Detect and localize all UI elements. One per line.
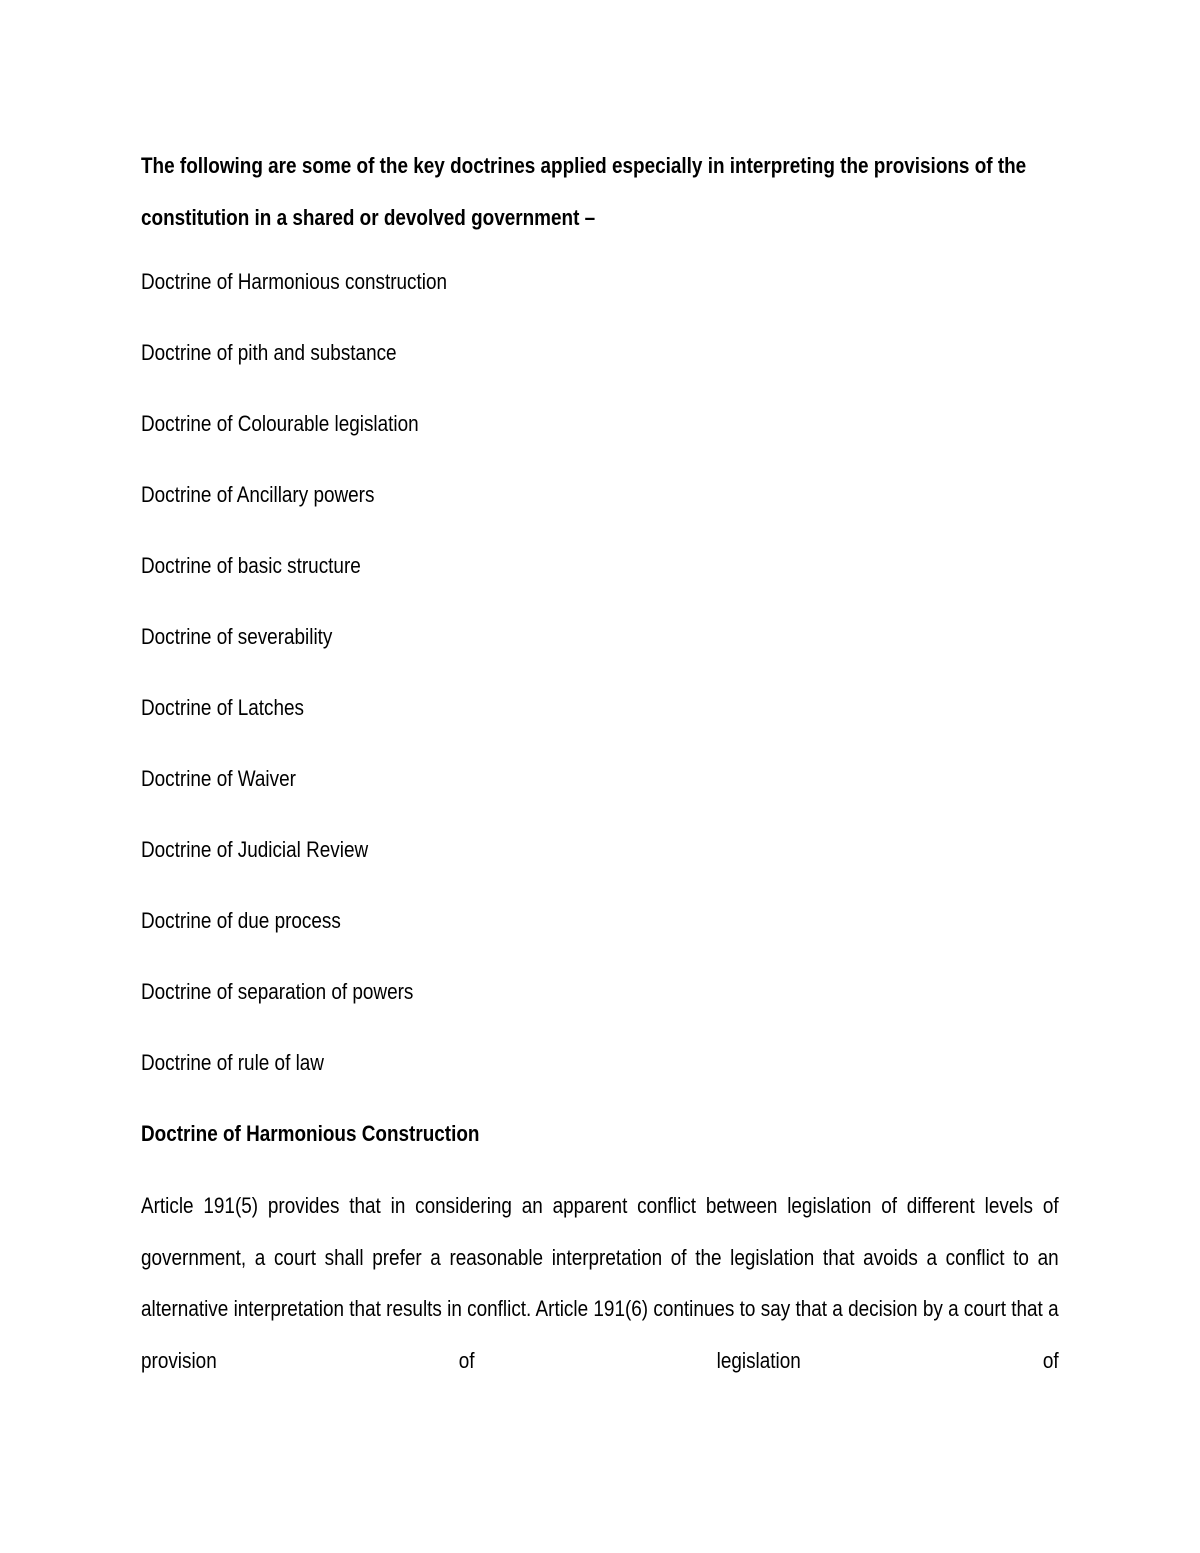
list-item: Doctrine of basic structure xyxy=(141,553,361,578)
list-item: Doctrine of severability xyxy=(141,624,333,649)
document-page xyxy=(141,140,1059,1373)
intro-paragraph: The following are some of the key doctrines applied especially in interpreting the provisions of the constitution in a shared or devolved government – xyxy=(141,153,1027,230)
list-item: Doctrine of rule of law xyxy=(141,1050,324,1075)
list-item: Doctrine of Waiver xyxy=(141,766,296,791)
list-item: Doctrine of due process xyxy=(141,908,341,933)
list-item: Doctrine of separation of powers xyxy=(141,979,414,1004)
list-item: Doctrine of Colourable legislation xyxy=(141,411,419,436)
list-item: Doctrine of Judicial Review xyxy=(141,837,369,862)
doctrine-list xyxy=(141,264,497,1116)
list-item: Doctrine of Harmonious construction xyxy=(141,269,448,294)
list-item: Doctrine of pith and substance xyxy=(141,340,397,365)
list-item: Doctrine of Latches xyxy=(141,695,305,720)
section-body-paragraph: Article 191(5) provides that in considering an apparent conflict between legislation of different levels of government, a court shall prefer a reasonable interpretation of the legislation that avoids a conflict to an alternative interpretation that results in conflict. Article 191(6) continues to say that a decision by a court that a provision of legislation of xyxy=(141,1193,1059,1373)
section-heading: Doctrine of Harmonious Construction xyxy=(141,1121,480,1146)
list-item: Doctrine of Ancillary powers xyxy=(141,482,375,507)
